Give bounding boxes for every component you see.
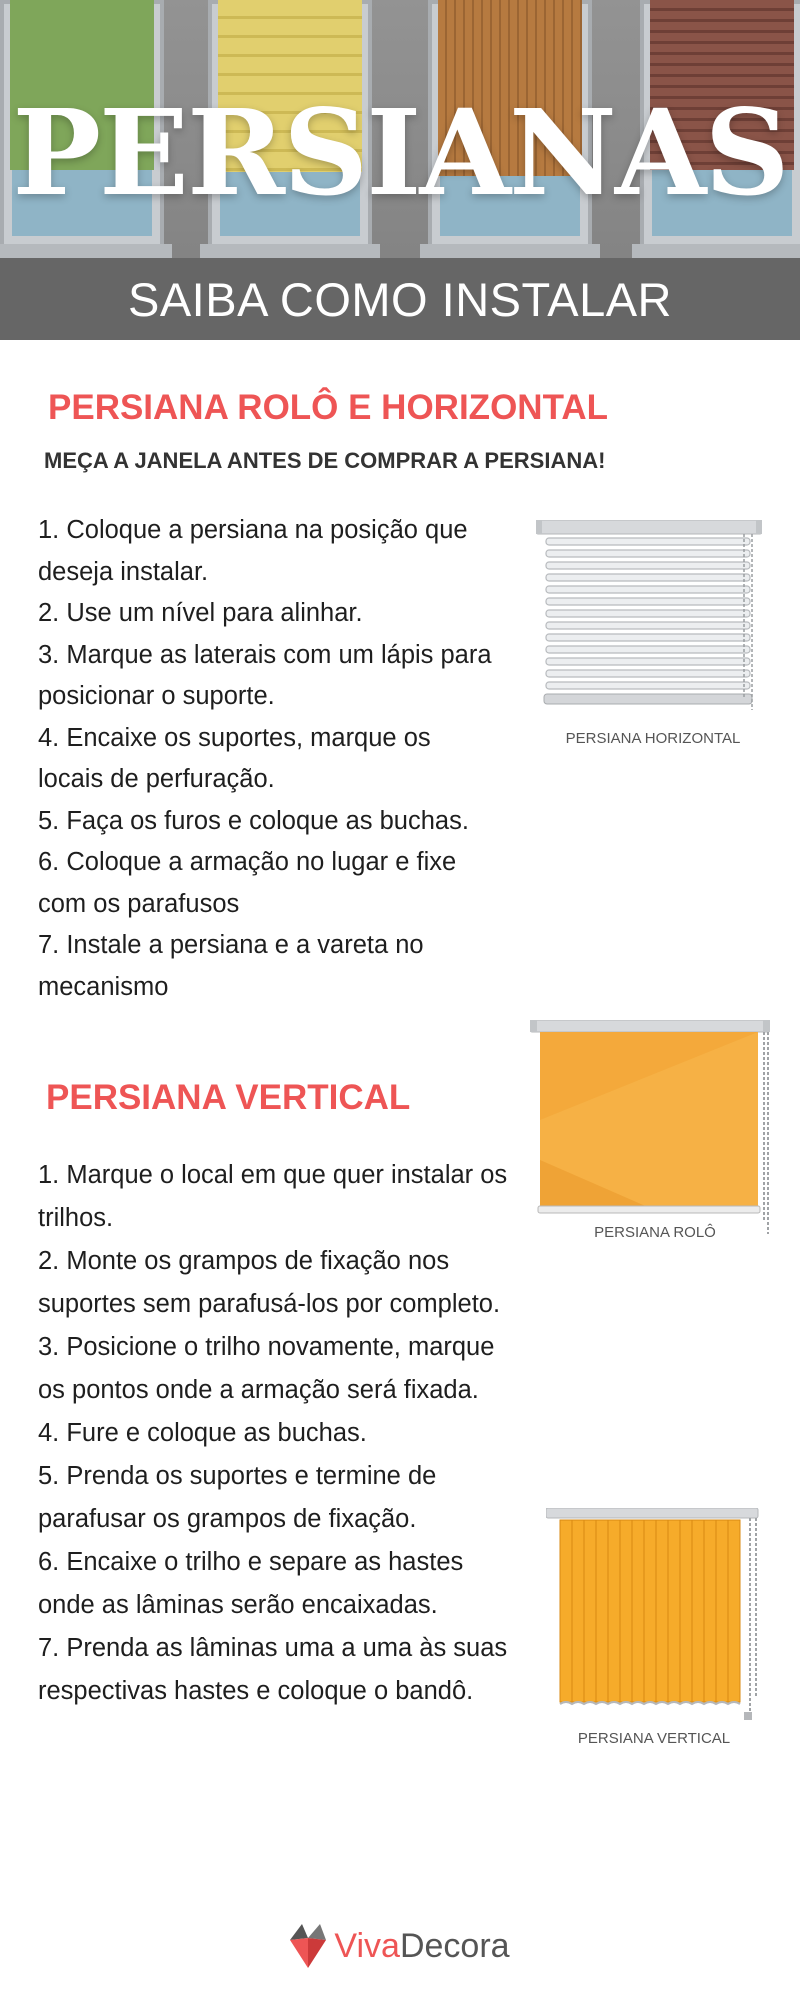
horizontal-blind-illustration bbox=[536, 520, 762, 720]
section-title-rolo-horizontal: PERSIANA ROLÔ E HORIZONTAL bbox=[48, 388, 608, 427]
steps-list-rolo-horizontal bbox=[38, 510, 498, 1008]
step-item: 2. Use um nível para alinhar. bbox=[38, 599, 363, 627]
vivadecora-logo-icon bbox=[290, 1924, 326, 1968]
caption-persiana-vertical: PERSIANA VERTICAL bbox=[577, 1730, 731, 1747]
step-item: 4. Encaixe os suportes, marque os locais de perfuração. bbox=[38, 723, 431, 793]
vertical-blind-illustration bbox=[546, 1508, 762, 1724]
step-item: 1. Marque o local em que quer instalar os trilhos. bbox=[38, 1161, 508, 1232]
step-item: 5. Faça os furos e coloque as buchas. bbox=[38, 806, 469, 835]
vivadecora-logo bbox=[0, 1918, 800, 1974]
step-item: 3. Posicione o trilho novamente, marque os pontos onde a armação será fixada. bbox=[38, 1333, 495, 1404]
step-item: 4. Fure e coloque as buchas. bbox=[38, 1419, 367, 1447]
hero-title: PERSIANAS bbox=[12, 83, 788, 222]
roller-blind-illustration bbox=[530, 1020, 770, 1240]
logo-word-decora: Decora bbox=[399, 1926, 510, 1965]
step-item: 5. Prenda os suportes e termine de parafusar os grampos de fixação. bbox=[38, 1462, 437, 1533]
logo-wordmark bbox=[334, 1927, 509, 1966]
step-item: 1. Coloque a persiana na posição que deseja instalar. bbox=[38, 516, 468, 586]
logo-word-viva: Viva bbox=[334, 1926, 400, 1965]
step-item: 7. Instale a persiana e a vareta no mecanismo bbox=[38, 931, 424, 1001]
caption-persiana-horizontal: PERSIANA HORIZONTAL bbox=[565, 730, 741, 747]
step-item: 2. Monte os grampos de fixação nos suportes sem parafusá-los por completo. bbox=[38, 1247, 501, 1318]
steps-list-vertical bbox=[38, 1154, 518, 1713]
step-item: 7. Prenda as lâminas uma a uma às suas respectivas hastes e coloque o bandô. bbox=[38, 1634, 508, 1705]
hero-subtitle: SAIBA COMO INSTALAR bbox=[127, 273, 673, 326]
step-item: 6. Coloque a armação no lugar e fixe com os parafusos bbox=[38, 848, 457, 918]
section-title-vertical: PERSIANA VERTICAL bbox=[46, 1078, 411, 1117]
section-note: MEÇA A JANELA ANTES DE COMPRAR A PERSIANA! bbox=[44, 448, 606, 473]
step-item: 3. Marque as laterais com um lápis para posicionar o suporte. bbox=[38, 640, 492, 710]
caption-persiana-rolo: PERSIANA ROLÔ bbox=[594, 1224, 716, 1241]
hero-banner bbox=[0, 0, 800, 340]
step-item: 6. Encaixe o trilho e separe as hastes onde as lâminas serão encaixadas. bbox=[38, 1548, 464, 1619]
